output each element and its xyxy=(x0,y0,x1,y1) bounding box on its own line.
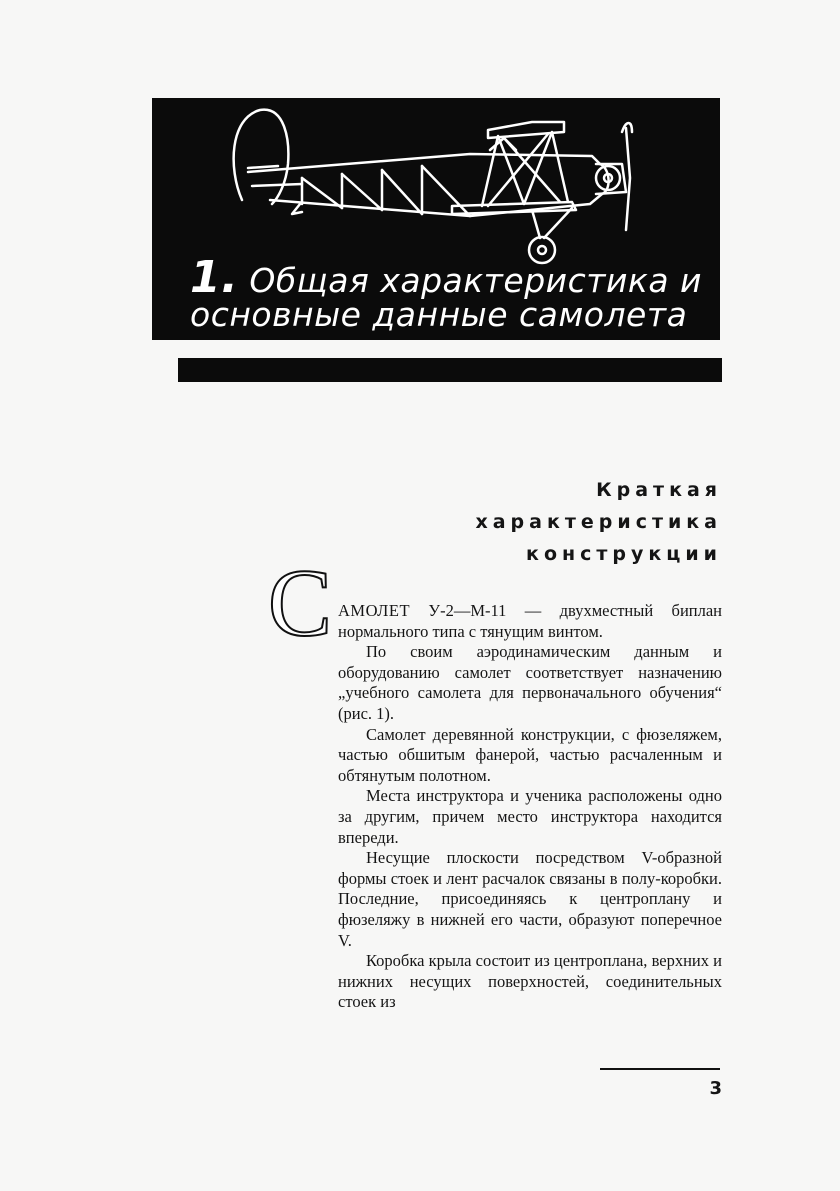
chapter-title-line1: 1. Общая характеристика и xyxy=(190,252,702,303)
section-heading-line3: конструкции xyxy=(526,543,722,565)
paragraph-4: Места инструктора и ученика расположены одно за другим, причем место инструктора находится впереди. xyxy=(338,786,722,847)
page-number: 3 xyxy=(709,1078,722,1099)
paragraph-6: Коробка крыла состоит из центроплана, верхних и нижних несущих поверхностей, соединительных стоек из xyxy=(338,951,722,1012)
paragraph-2: По своим аэродинамическим данным и оборудованию самолет соответствует назначению „учебного самолета для первоначального обучения“ (рис. 1). xyxy=(338,642,722,723)
chapter-header xyxy=(152,98,720,340)
paragraph-5: Несущие плоскости посредством V-образной формы стоек и лент расчалок связаны в полу-коробки. Последние, присоединяясь к центроплану и фюзеляжу в нижней его части, образуют поперечное V. xyxy=(338,848,722,950)
chapter-title xyxy=(190,252,730,334)
decorative-bar xyxy=(178,358,722,382)
first-word: АМОЛЕТ xyxy=(338,601,411,620)
section-heading xyxy=(380,474,722,570)
drop-cap: С xyxy=(268,549,333,656)
footer-rule xyxy=(600,1068,720,1070)
paragraph-1: АМОЛЕТ У-2—М-11 — двухместный биплан нормального типа с тянущим винтом. xyxy=(338,601,722,641)
body-text xyxy=(338,601,722,1013)
chapter-number: 1. xyxy=(190,252,239,303)
chapter-title-line2: основные данные самолета xyxy=(190,295,688,334)
biplane-icon xyxy=(152,98,720,268)
paragraph-3: Самолет деревянной конструкции, с фюзеляжем, частью обшитым фанерой, частью расчаленным и обтянутым полотном. xyxy=(338,724,722,785)
section-heading-line1: Краткая xyxy=(596,479,722,501)
section-heading-line2: характеристика xyxy=(475,511,722,533)
